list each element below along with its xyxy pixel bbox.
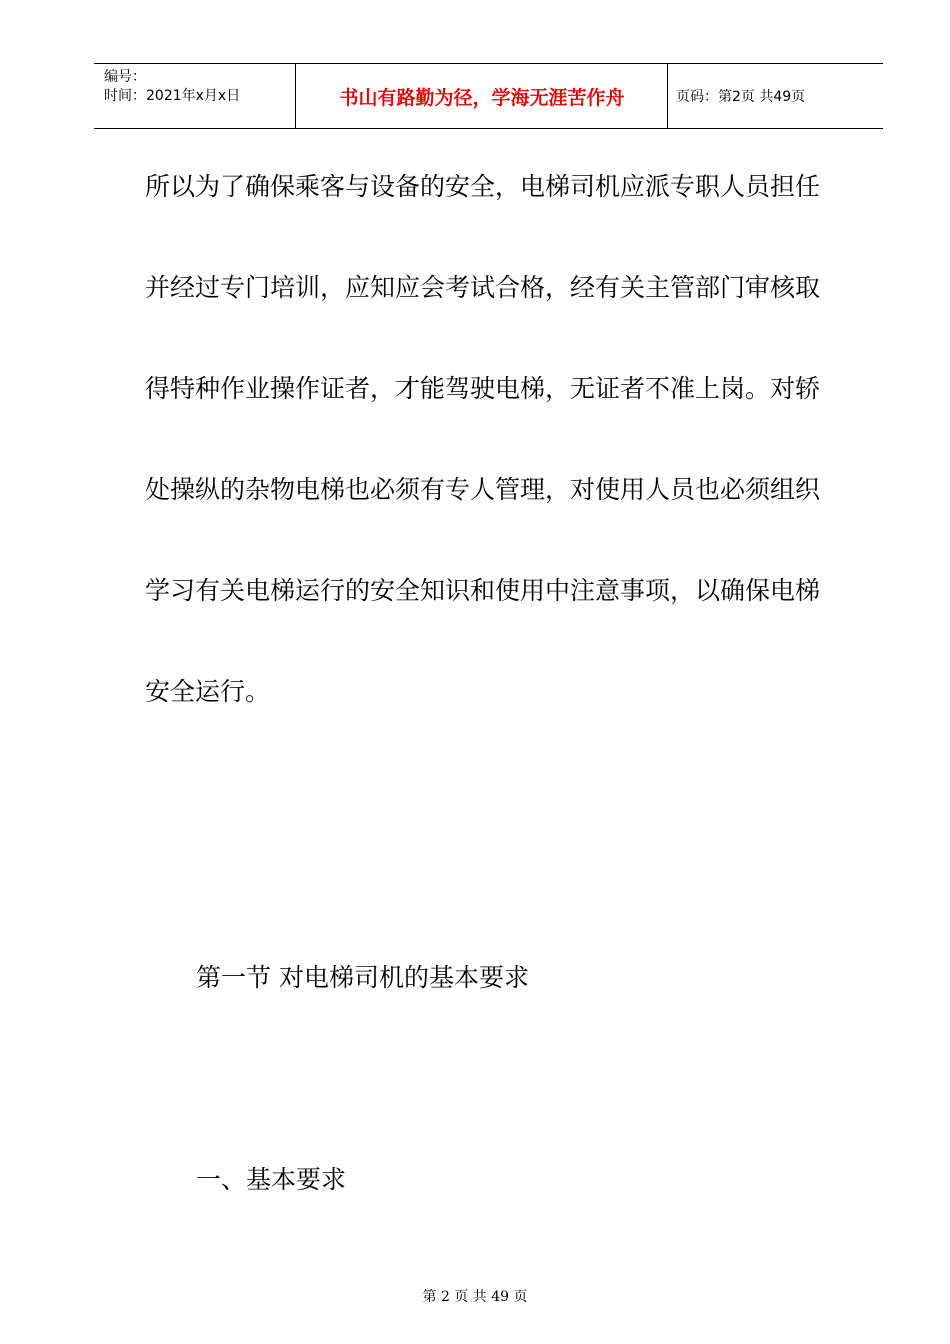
document-number-label: 编号： bbox=[104, 69, 146, 85]
header-motto: 书山有路勤为径，学海无涯苦作舟 bbox=[339, 86, 625, 109]
page-header bbox=[94, 63, 883, 129]
paragraph-line: 学习有关电梯运行的安全知识和使用中注意事项，以确保电梯 bbox=[145, 576, 821, 605]
paragraph-line: 并经过专门培训，应知应会考试合格，经有关主管部门审核取 bbox=[145, 273, 821, 302]
header-page-info: 页码：第2页 共49页 bbox=[676, 89, 806, 105]
paragraph-line: 得特种作业操作证者，才能驾驶电梯，无证者不准上岗。对轿 bbox=[145, 374, 821, 403]
subsection-title: 一、基本要求 bbox=[196, 1165, 347, 1194]
body-paragraph bbox=[145, 162, 845, 768]
page-footer: 第 2 页 共 49 页 bbox=[422, 1289, 528, 1305]
paragraph-line: 安全运行。 bbox=[145, 677, 271, 706]
section-title: 第一节 对电梯司机的基本要求 bbox=[196, 963, 529, 992]
paragraph-line: 处操纵的杂物电梯也必须有专人管理，对使用人员也必须组织 bbox=[145, 475, 821, 504]
header-meta bbox=[104, 68, 240, 106]
paragraph-line: 所以为了确保乘客与设备的安全，电梯司机应派专职人员担任 bbox=[145, 172, 821, 201]
header-divider-right bbox=[667, 64, 668, 128]
document-time-label: 时间：2021年x月x日 bbox=[104, 88, 241, 104]
